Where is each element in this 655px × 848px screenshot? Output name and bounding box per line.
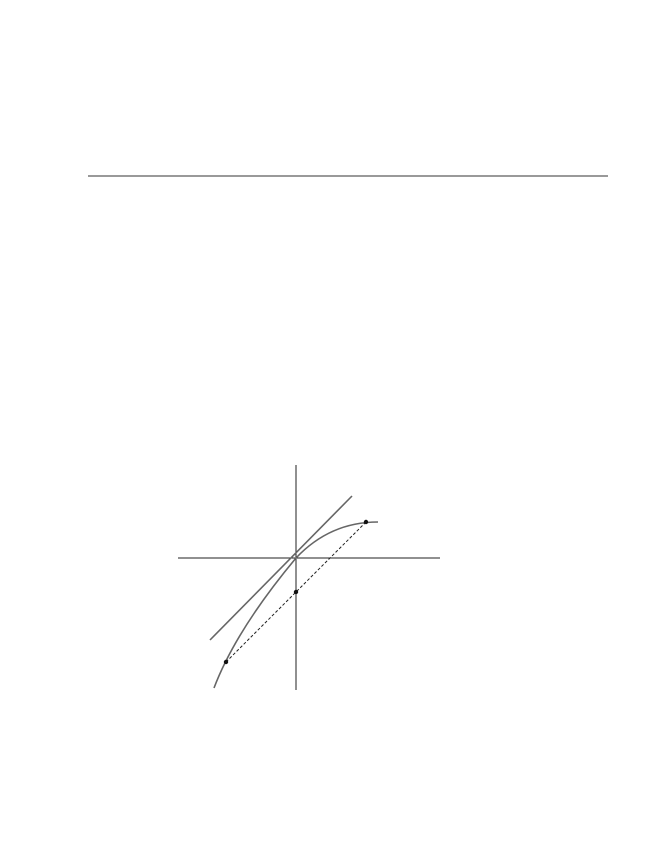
tangent-line	[210, 496, 352, 640]
point-mid	[294, 590, 298, 594]
point-left	[224, 660, 228, 664]
point-right	[364, 520, 368, 524]
